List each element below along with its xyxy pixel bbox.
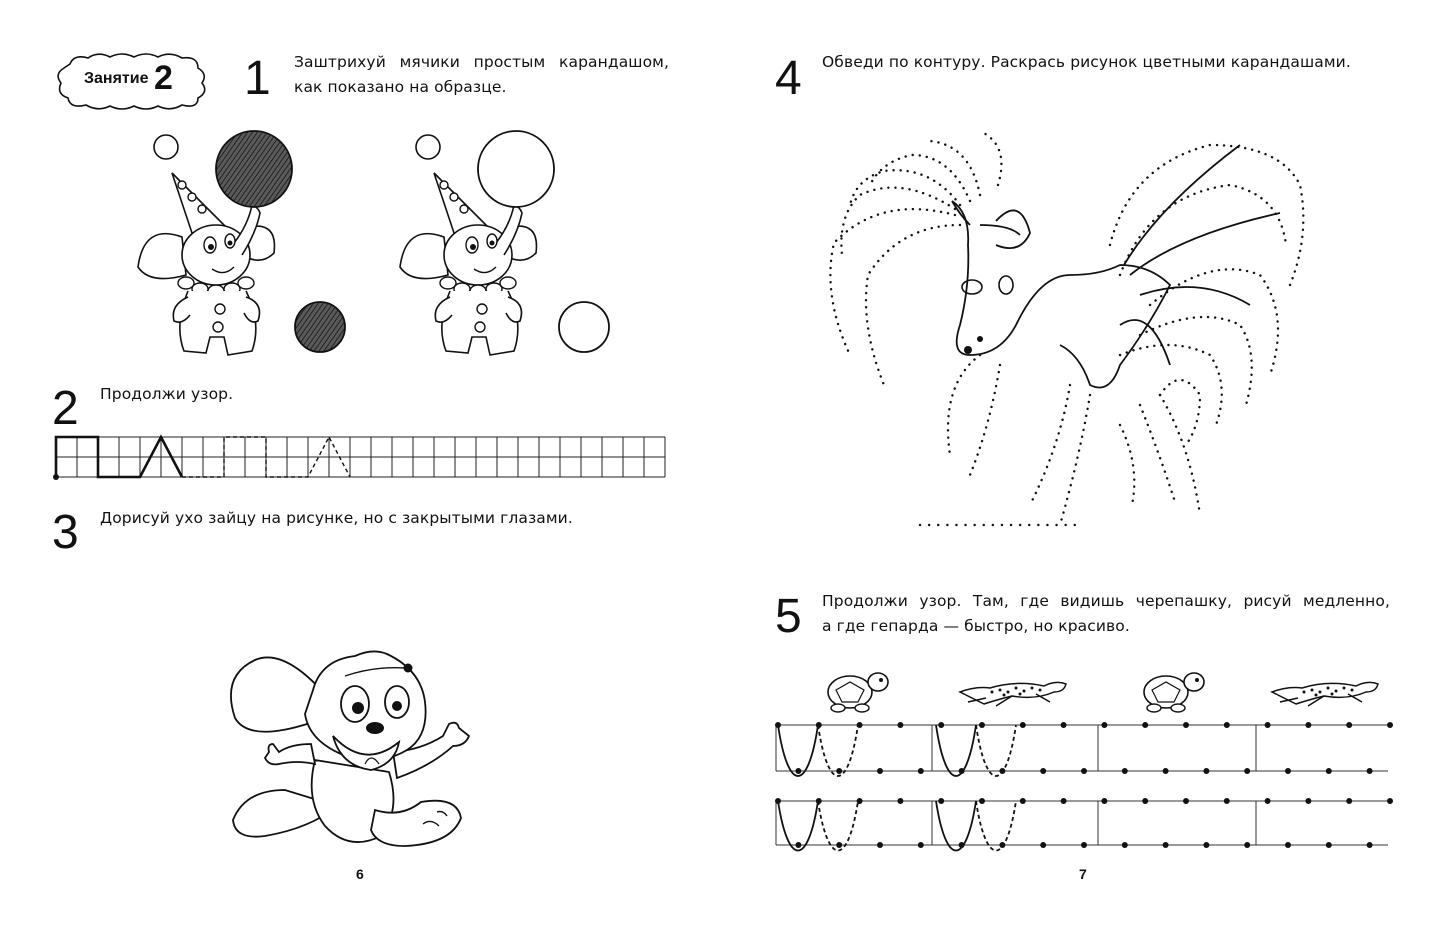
task-5-number: 5 [775, 590, 802, 643]
page-number-left: 6 [356, 866, 364, 882]
task-5-text-line1: Продолжи узор. Там, где видишь черепашку, рисуй медленно, [822, 592, 1390, 610]
task-1-number: 1 [244, 52, 271, 105]
wave-pattern-rows [776, 715, 1391, 855]
task-1-text-line1: Заштрихуй мячики простым карандашом, [294, 53, 669, 71]
task-2-number: 2 [52, 382, 79, 435]
empty-ball-large [478, 131, 554, 207]
elephant-illustrations [130, 125, 650, 375]
task-3-number: 3 [52, 506, 79, 559]
pattern-grid [52, 434, 672, 480]
sample-ball-small [295, 302, 345, 352]
bunny-illustration [225, 640, 480, 855]
lesson-badge [52, 50, 210, 112]
task-5-text-line2: а где гепарда — быстро, но красиво. [822, 617, 1130, 635]
task-2-text: Продолжи узор. [100, 385, 234, 403]
lesson-number: 2 [154, 59, 173, 97]
empty-ball-small [559, 302, 609, 352]
page-number-right: 7 [1079, 866, 1087, 882]
speed-icons-row [776, 660, 1391, 715]
task-3-text: Дорисуй ухо зайцу на рисунке, но с закрытыми глазами. [100, 509, 573, 527]
task-4-number: 4 [775, 52, 802, 105]
lesson-label: Занятие [84, 70, 149, 87]
task-4-text: Обведи по контуру. Раскрась рисунок цветными карандашами. [822, 53, 1351, 71]
task-1-text-line2: как показано на образце. [294, 78, 507, 96]
dotted-horse-drawing [820, 125, 1320, 535]
sample-ball-large [216, 131, 292, 207]
